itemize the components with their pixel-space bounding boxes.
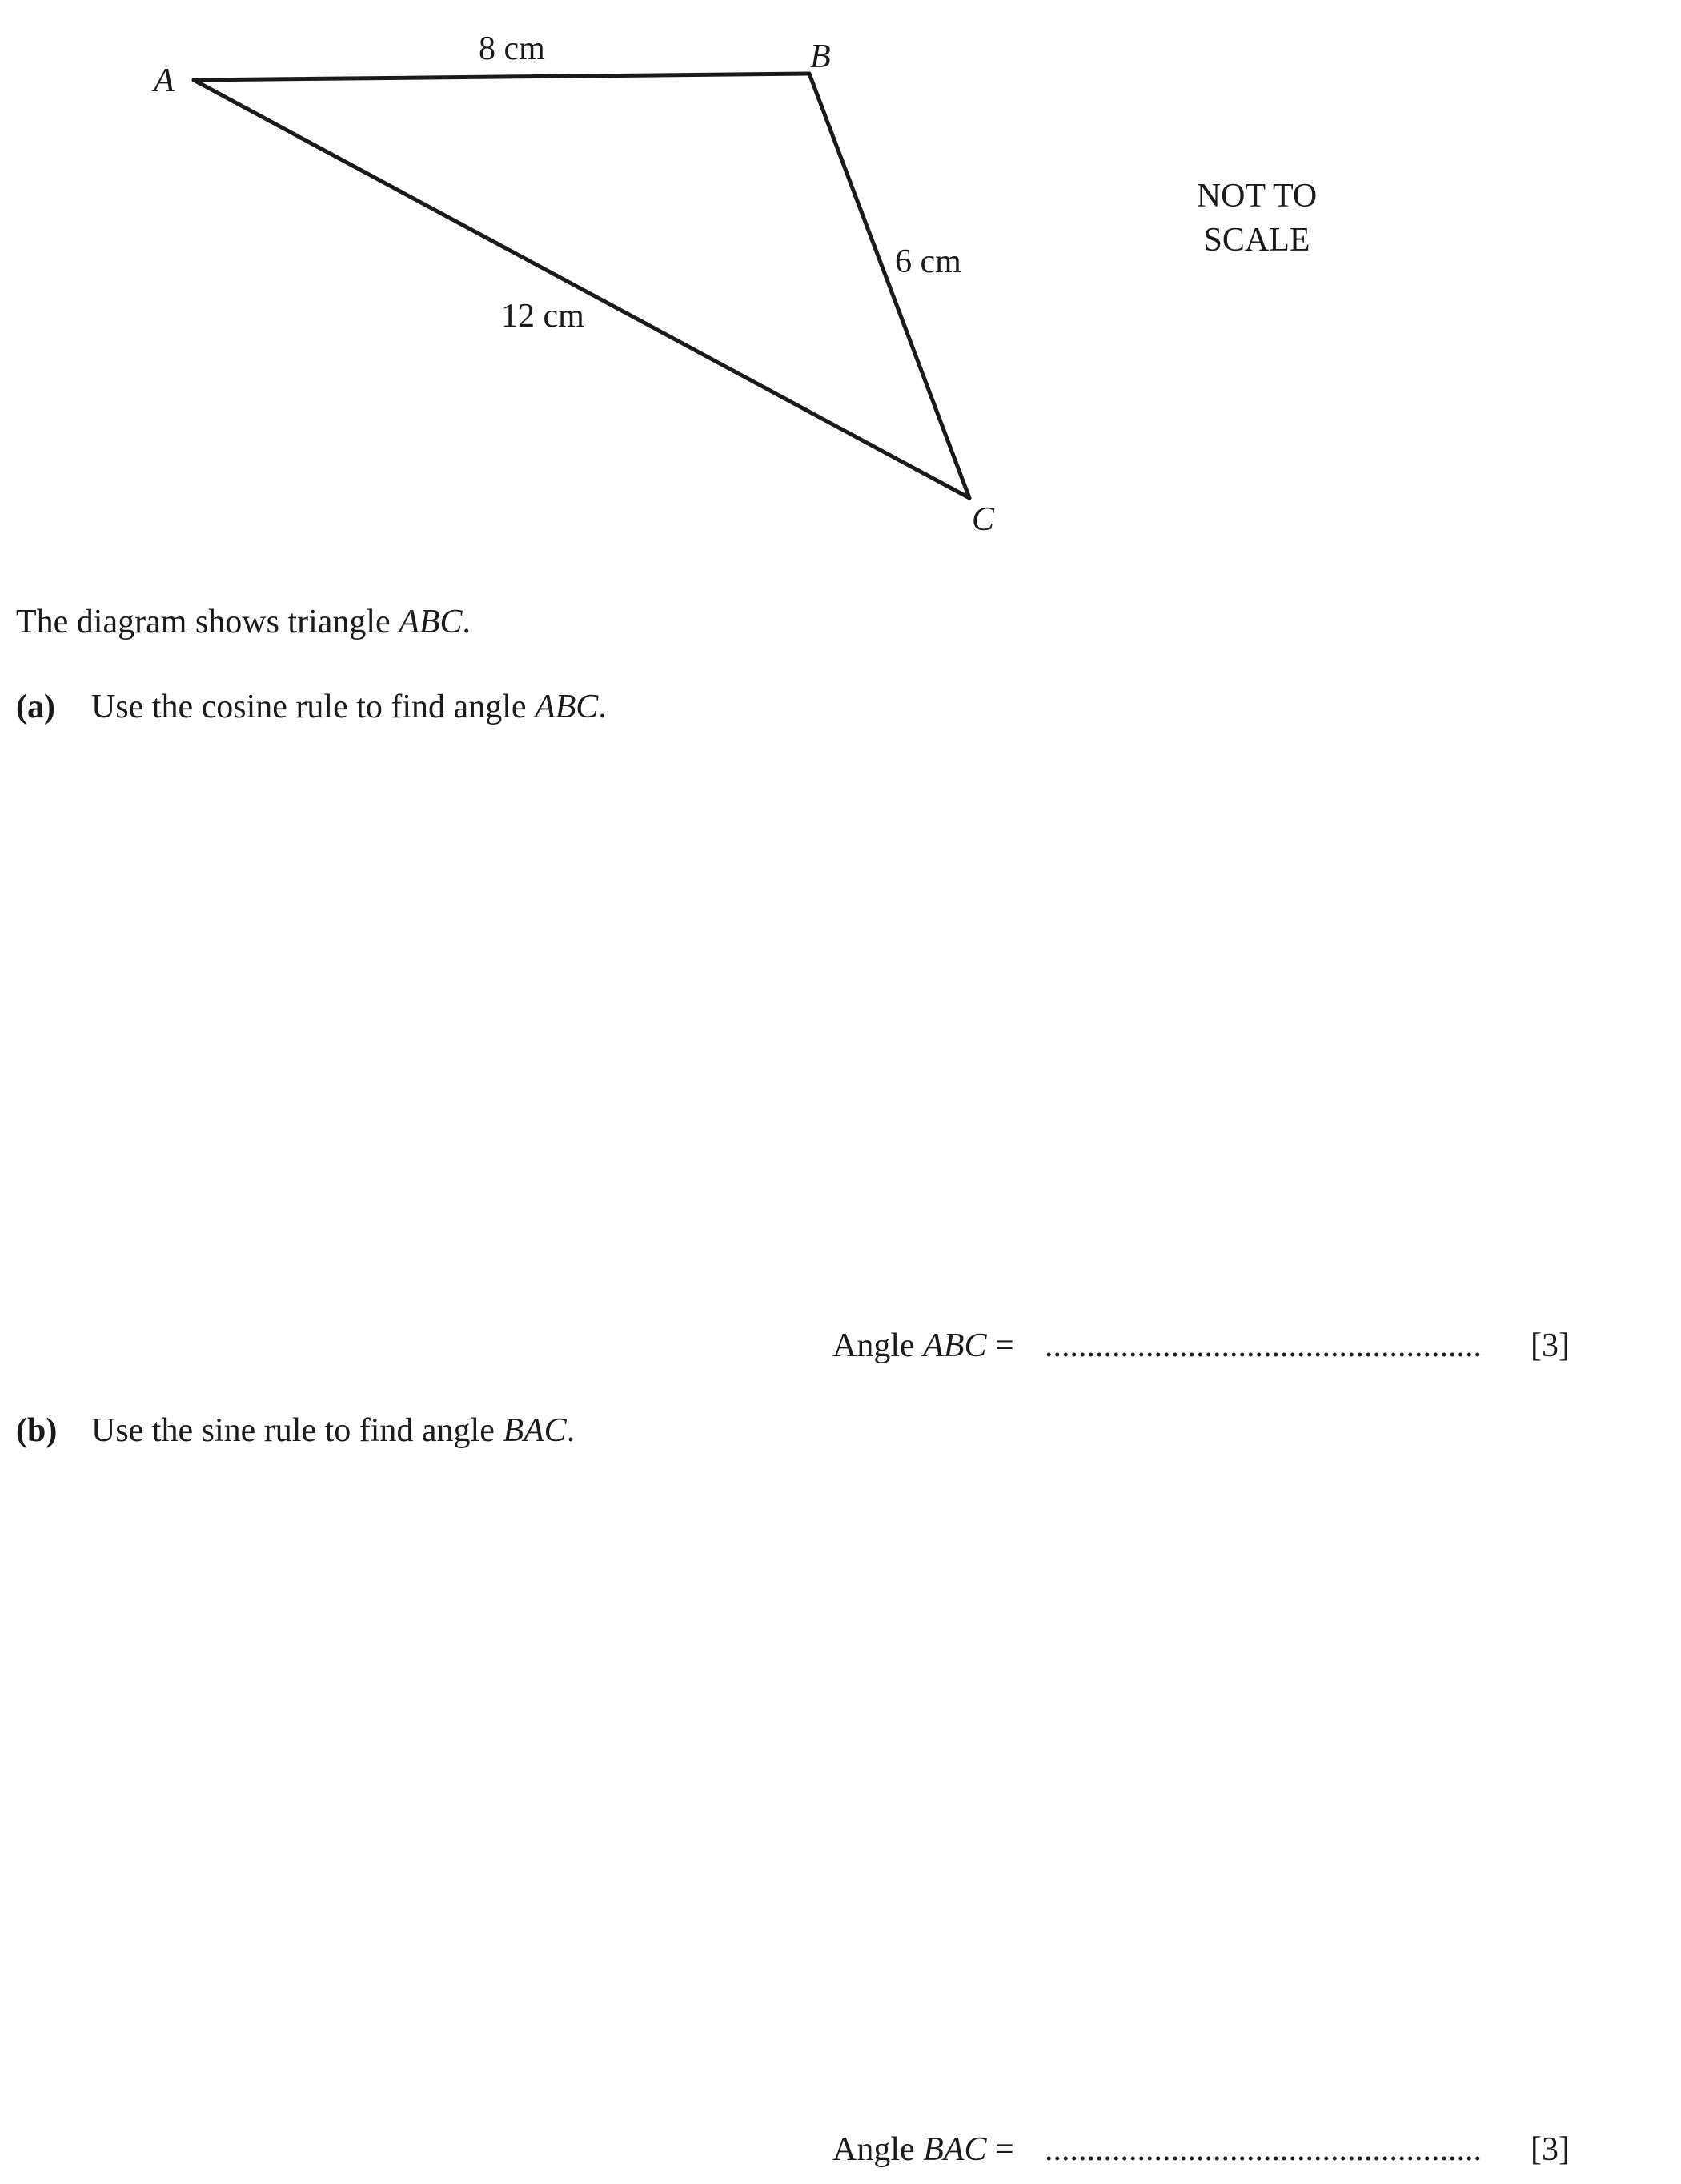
answer-b-marks (1531, 2133, 1570, 2166)
answer-a-dots[interactable] (1045, 1329, 1482, 1363)
intro-text-end: . (462, 604, 471, 640)
answer-b-marks-text: [3] (1531, 2131, 1570, 2168)
vertex-label-a: A (154, 62, 175, 99)
answer-line-a (832, 1329, 1014, 1363)
question-a-angle: ABC (535, 689, 599, 725)
answer-b-equals: = (986, 2131, 1014, 2168)
question-a-end: . (598, 689, 607, 725)
answer-a-marks-text: [3] (1531, 1327, 1570, 1364)
edge-label-ac: 12 cm (501, 298, 584, 335)
not-to-scale-line-2: SCALE (1203, 222, 1310, 259)
edge-label-ab: 8 cm (479, 30, 545, 67)
question-a-label: (a) (16, 689, 55, 725)
intro-text (16, 605, 471, 639)
question-a-body (91, 690, 607, 724)
edge-label-bc: 6 cm (895, 243, 961, 280)
vertex-label-c: C (972, 501, 995, 538)
answer-b-angle: BAC (923, 2131, 987, 2168)
edge-bc (809, 74, 969, 498)
question-b-angle: BAC (503, 1412, 567, 1449)
answer-a-dotted-line[interactable]: .................................................... (1045, 1327, 1482, 1364)
edge-ab (194, 74, 809, 80)
answer-line-b (832, 2133, 1014, 2166)
answer-b-dots[interactable] (1045, 2133, 1482, 2166)
question-b-body (91, 1414, 575, 1447)
vertex-label-b: B (810, 38, 831, 75)
question-b-end: . (566, 1412, 576, 1449)
answer-b-dotted-line[interactable]: .................................................... (1045, 2131, 1482, 2168)
intro-text-main: The diagram shows triangle (16, 604, 399, 640)
question-b-label: (b) (16, 1412, 58, 1449)
question-a-text: Use the cosine rule to find angle (91, 689, 535, 725)
not-to-scale-line-1: NOT TO (1196, 178, 1318, 215)
triangle-svg (0, 0, 1681, 576)
edge-ac (194, 80, 969, 498)
answer-a-equals: = (986, 1327, 1014, 1364)
question-a (16, 689, 607, 725)
answer-a-prefix: Angle (832, 1327, 924, 1364)
not-to-scale-note (1137, 175, 1377, 263)
answer-b-prefix: Angle (832, 2131, 924, 2168)
question-b (16, 1412, 576, 1449)
intro-triangle-name: ABC (399, 604, 463, 640)
question-b-text: Use the sine rule to find angle (91, 1412, 503, 1449)
answer-a-angle: ABC (923, 1327, 987, 1364)
answer-a-marks (1531, 1329, 1570, 1363)
triangle-diagram (0, 0, 1681, 576)
